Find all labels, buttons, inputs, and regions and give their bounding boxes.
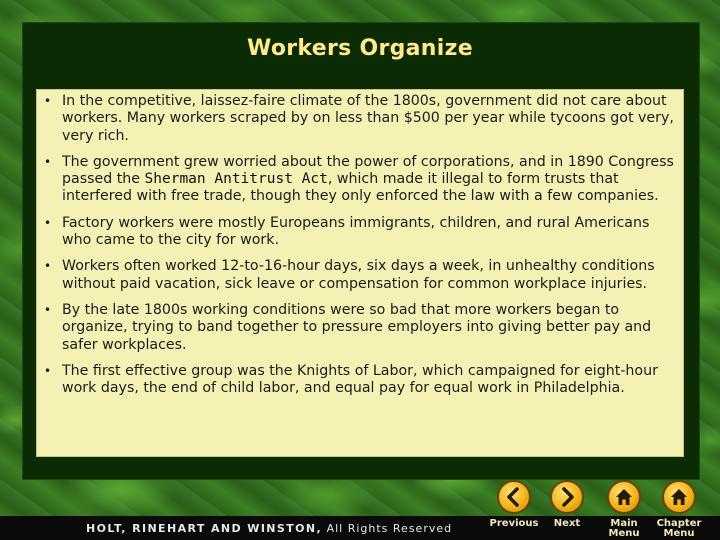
bullet-text: In the competitive, laissez-faire climate of the 1800s, government did not care about workers. Many workers scraped by on less than $500 per year while tycoons got very, very rich.: [62, 93, 674, 144]
bullet-item: [44, 258, 675, 293]
next-label[interactable]: Next: [553, 518, 581, 529]
bullet-text: Factory workers were mostly Europeans immigrants, children, and rural Americans who came to the city for work.: [62, 214, 650, 249]
rights-text: All Rights Reserved: [322, 522, 453, 535]
arrow-right-icon: [552, 482, 582, 512]
bullet-dot-icon: •: [44, 215, 52, 230]
bullet-dot-icon: •: [44, 94, 52, 108]
content-box: [36, 89, 684, 457]
chapter-menu-button[interactable]: [662, 480, 696, 514]
main-menu-label-line2: Menu: [608, 528, 640, 539]
bullet-item: [44, 215, 675, 250]
home-icon: [609, 482, 639, 512]
previous-button[interactable]: [497, 480, 531, 514]
next-button[interactable]: [550, 480, 584, 514]
bullet-text-continued: , which made it illegal to form trusts that interfered with free trade, though they only enforced the law with a few companies.: [62, 171, 659, 205]
bullet-dot-icon: •: [44, 154, 52, 169]
sherman-act-term: Sherman Antitrust Act: [144, 171, 328, 188]
bullet-item: [44, 154, 675, 206]
bullet-item: [44, 93, 675, 145]
bullet-item: [44, 302, 675, 354]
main-menu-label[interactable]: [594, 519, 654, 539]
bullet-text: By the late 1800s working conditions were so bad that more workers began to organize, trying to band together to pressure employers into giving better pay and safer workplaces.: [62, 301, 652, 353]
footer-copyright: [86, 522, 452, 535]
bullet-dot-icon: •: [44, 302, 52, 317]
publisher-name: HOLT, RINEHART AND WINSTON,: [86, 522, 323, 535]
bullet-dot-icon: •: [44, 259, 52, 274]
bullet-text: The first effective group was the Knights of Labor, which campaigned for eight-hour work days, the end of child labor, and equal pay for equal work in Philadelphia.: [62, 362, 658, 397]
chapter-menu-label[interactable]: [649, 519, 709, 539]
arrow-left-icon: [499, 482, 529, 512]
bullet-list: [44, 93, 675, 397]
bullet-item: [44, 363, 675, 398]
chapter-menu-label-line2: Menu: [663, 528, 695, 539]
chapter-menu-label-line1: Chapter: [656, 518, 702, 529]
bullet-text: Workers often worked 12-to-16-hour days, six days a week, in unhealthy conditions without paid vacation, sick leave or compensation for common workplace injuries.: [62, 258, 655, 292]
previous-label[interactable]: Previous: [489, 518, 539, 529]
bullet-dot-icon: •: [44, 363, 52, 378]
home-icon: [664, 482, 694, 512]
bullet-text: The government grew worried about the power of corporations, and in 1890 Congress passed the: [62, 153, 674, 188]
main-menu-button[interactable]: [607, 480, 641, 514]
slide-title: Workers Organize: [247, 36, 473, 61]
main-menu-label-line1: Main: [610, 518, 638, 529]
